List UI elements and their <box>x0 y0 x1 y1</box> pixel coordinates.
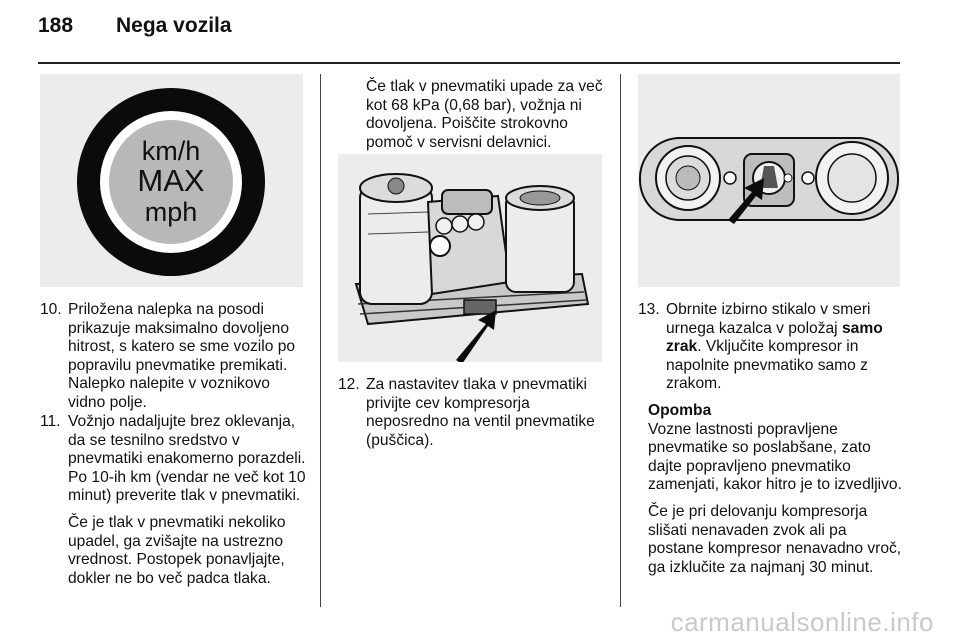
list-item-text: Vožnjo nadaljujte brez oklevanja, da se tesnilno sredstvo v pnevmatiki enakomerno porazdeli. Po 10-ih km (vendar ne več kot 10 minut) preverite tlak v pnevmatiki. <box>68 413 306 505</box>
list-item-text <box>666 301 902 394</box>
mode-label-air-only: samo zrak <box>666 319 883 356</box>
note-paragraph: Če je pri delovanju kompresorja slišati nenavaden zvok ali pa postane kompresor nenavadno vroč, ga izklučite za najmanj 30 minut. <box>648 502 902 576</box>
note-title: Opomba <box>648 402 712 419</box>
list-item-12 <box>338 376 610 450</box>
note-paragraph: Vozne lastnosti popravljene pnevmatike so poslabšane, zato dajte popravljeno pnevmatiko zamenjati, kakor hitro je to izvedljivo. <box>648 420 902 494</box>
page-header <box>38 14 232 44</box>
header-divider <box>38 62 900 64</box>
list-number: 10. <box>40 301 62 318</box>
speed-label-line3: mph <box>144 197 198 227</box>
speed-label-figure <box>40 74 303 287</box>
column-divider <box>320 74 321 607</box>
instruction-text: Obrnite izbirno stikalo v smeri urnega kazalca v položaj <box>666 301 871 337</box>
list-number: 13. <box>638 301 660 318</box>
compressor-figure <box>338 154 602 362</box>
list-number: 11. <box>40 413 61 430</box>
watermark: carmanualsonline.info <box>670 607 934 637</box>
list-item-paragraph: Če je tlak v pnevmatiki nekoliko upadel, ga zvišajte na ustrezno vrednost. Postopek ponavljajte, dokler ne bo več padca tlaka. <box>68 513 286 587</box>
compressor-illustration <box>338 154 602 362</box>
instruction-text: . Vključite kompresor in napolnite pnevmatiko samo z zrakom. <box>666 338 868 393</box>
speed-label-illustration <box>40 74 303 287</box>
page-number: 188 <box>38 14 74 37</box>
section-title: Nega vozila <box>116 14 232 37</box>
selector-switch-figure <box>638 74 900 287</box>
column-divider <box>620 74 621 607</box>
list-item-10 <box>40 301 308 413</box>
speed-label-line1: km/h <box>141 136 201 166</box>
list-number: 12. <box>338 376 360 393</box>
list-item-13 <box>638 301 902 394</box>
speed-label-line2: MAX <box>137 163 205 198</box>
list-item-11 <box>40 413 308 588</box>
note-block <box>648 402 906 577</box>
list-item-text: Za nastavitev tlaka v pnevmatiki privijte cev kompresorja neposredno na ventil pnevmatike (puščica). <box>366 376 595 449</box>
pressure-warning-paragraph: Če tlak v pnevmatiki upade za več kot 68 kPa (0,68 bar), vožnja ni dovoljena. Poiščite strokovno pomoč v servisni delavnici. <box>366 78 603 151</box>
selector-switch-illustration <box>638 74 900 287</box>
list-item-text: Priložena nalepka na posodi prikazuje maksimalno dovoljeno hitrost, s katero se sme vozilo po popravilu pnevmatike premikati. Nalepko nalepite v voznikovo vidno polje. <box>68 301 296 411</box>
